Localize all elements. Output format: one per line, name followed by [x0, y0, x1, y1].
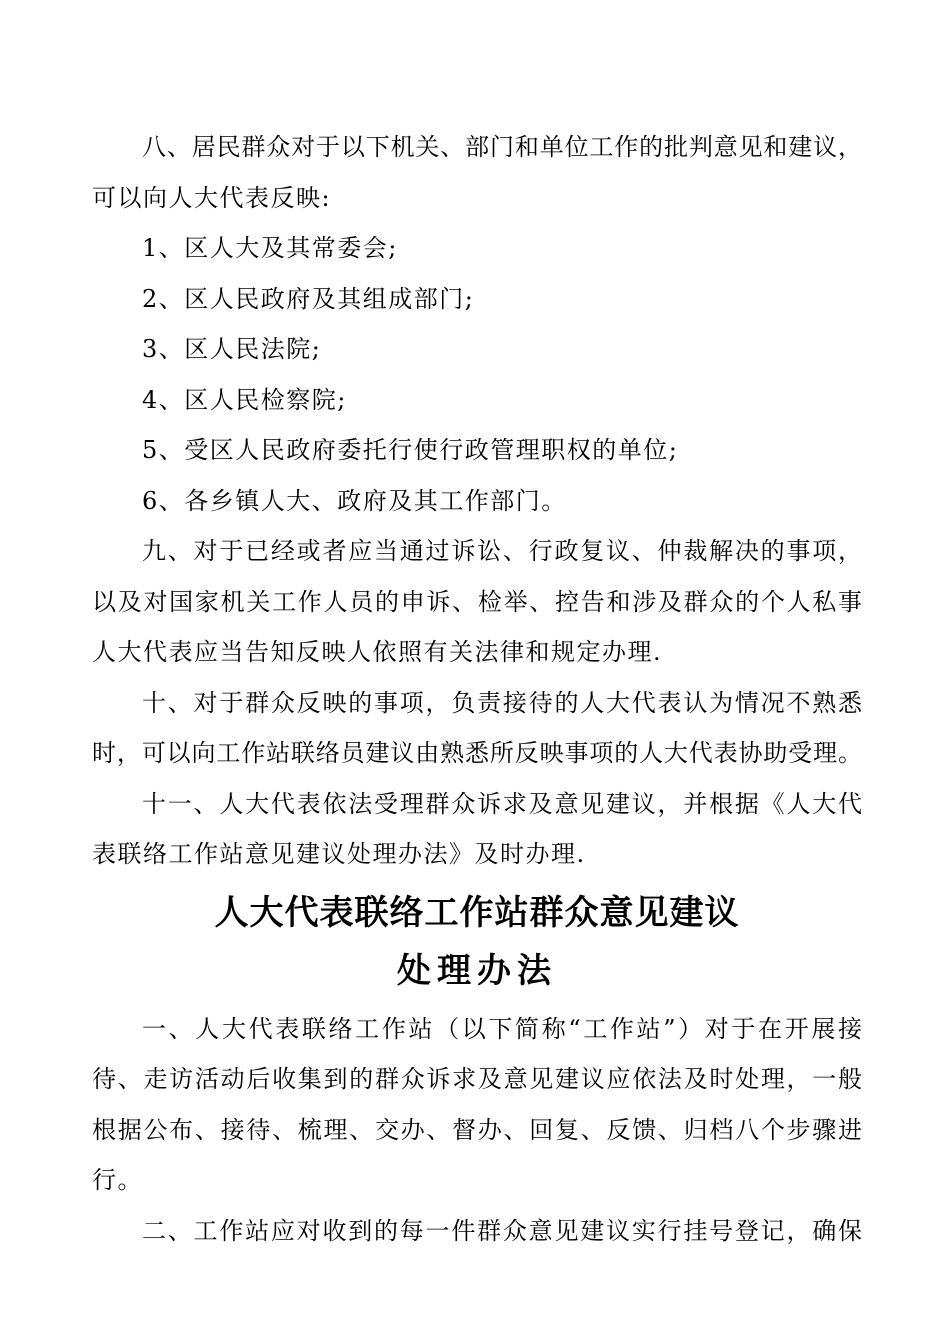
- list-item: 3、区人民法院;: [142, 335, 322, 363]
- paragraph-line: 行。: [92, 1166, 143, 1194]
- paragraph-line: 表联络工作站意见建议处理办法》及时办理.: [92, 840, 586, 868]
- article-1: [92, 1004, 862, 1206]
- paragraph-line: 待、走访活动后收集到的群众诉求及意见建议应依法及时处理，一般: [92, 1065, 862, 1093]
- paragraph-line: 人大代表应当告知反映人依照有关法律和规定办理.: [92, 638, 663, 666]
- section-11: [92, 779, 862, 880]
- paragraph-line: 一、人大代表联络工作站（以下简称“工作站”）对于在开展接: [142, 1014, 862, 1043]
- list-item: 6、各乡镇人大、政府及其工作部门。: [142, 486, 567, 515]
- section-9: [92, 526, 862, 678]
- paragraph-line: 十一、人大代表依法受理群众诉求及意见建议，并根据《人大代: [142, 789, 862, 818]
- list-item: 1、区人大及其常委会;: [142, 234, 398, 262]
- list-item: 5、受区人民政府委托行使行政管理职权的单位;: [142, 436, 679, 464]
- paragraph-line: 二、工作站应对收到的每一件群众意见建议实行挂号登记，确保: [142, 1216, 862, 1245]
- section-8: [92, 122, 862, 526]
- paragraph-line: 根据公布、接待、梳理、交办、督办、回复、反馈、归档八个步骤进: [92, 1115, 862, 1144]
- title-line-1: 人大代表联络工作站群众意见建议: [214, 892, 740, 933]
- paragraph-line: 可以向人大代表反映:: [92, 183, 332, 212]
- paragraph-line: 八、居民群众对于以下机关、部门和单位工作的批判意见和建议，: [142, 133, 862, 161]
- paragraph-line: 时，可以向工作站联络员建议由熟悉所反映事项的人大代表协助受理。: [92, 739, 862, 767]
- paragraph-line: 十、对于群众反映的事项，负责接待的人大代表认为情况不熟悉: [142, 688, 862, 717]
- list-item: 2、区人民政府及其组成部门;: [142, 284, 475, 313]
- document-page: [92, 122, 862, 1256]
- paragraph-line: 以及对国家机关工作人员的申诉、检举、控告和涉及群众的个人私事: [92, 587, 862, 616]
- paragraph-line: 九、对于已经或者应当通过诉讼、行政复议、仲裁解决的事项，: [142, 537, 862, 565]
- title-line-2: 处理办法: [397, 950, 557, 991]
- document-title: [92, 884, 862, 1000]
- section-10: [92, 678, 862, 779]
- article-2: [92, 1206, 862, 1257]
- list-item: 4、区人民检察院;: [142, 385, 347, 414]
